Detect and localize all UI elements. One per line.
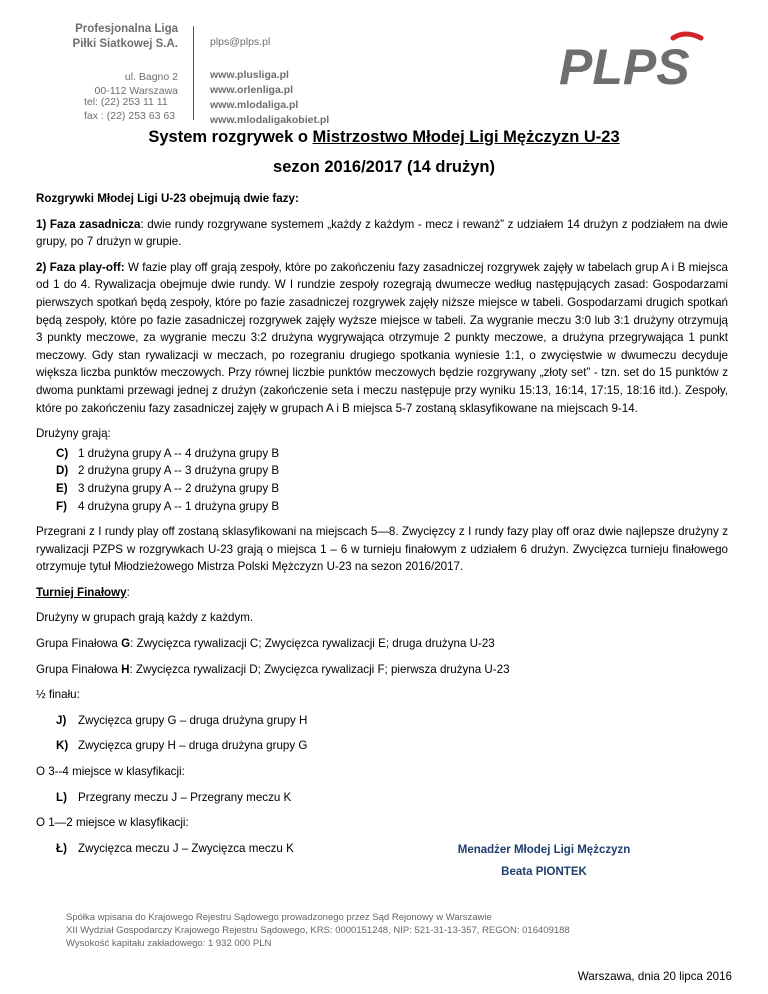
phase2-label: 2) Faza play-off: bbox=[36, 260, 125, 274]
logo-text: PLPS bbox=[559, 39, 690, 95]
signature-name: Beata PIONTEK bbox=[501, 866, 587, 878]
email-link[interactable]: plps@plps.pl bbox=[210, 36, 271, 48]
third-place-item: L) Przegrany meczu J – Przegrany meczu K bbox=[56, 790, 292, 804]
final-heading: Turniej Finałowy: bbox=[36, 585, 130, 599]
phase1-paragraph bbox=[36, 216, 728, 251]
site-link-plusliga[interactable]: www.plusliga.pl bbox=[210, 69, 289, 81]
groups-play-text: Drużyny w grupach grają każdy z każdym. bbox=[36, 611, 254, 625]
phase2-paragraph bbox=[36, 259, 728, 417]
footer-line: Spółka wpisana do Krajowego Rejestru Sądowego prowadzonego przez Sąd Rejonowy w Warszawie bbox=[66, 912, 492, 923]
signature-role: Menadżer Młodej Ligi Mężczyzn bbox=[457, 844, 631, 856]
third-place-heading: O 3--4 miejsce w klasyfikacji: bbox=[36, 765, 185, 779]
plps-logo bbox=[555, 28, 725, 98]
org-name-line2: Piłki Siatkowej S.A. bbox=[72, 38, 178, 50]
list-item: K) Zwycięzca grupy H – druga drużyna grupy G bbox=[56, 739, 308, 753]
site-link-orlenliga[interactable]: www.orlenliga.pl bbox=[210, 84, 294, 96]
group-h-line: Grupa Finałowa H: Zwycięzca rywalizacji D; Zwycięzca rywalizacji F; pierwsza drużyna U-23 bbox=[36, 662, 510, 676]
phone-number: tel: (22) 253 11 11 bbox=[84, 96, 168, 108]
teams-play-text: Drużyny grają: bbox=[36, 427, 111, 441]
header-divider bbox=[193, 26, 194, 120]
list-item: E) 3 drużyna grupy A -- 2 drużyna grupy B bbox=[56, 481, 280, 495]
footer-line: Wysokość kapitału zakładowego: 1 932 000 PLN bbox=[66, 938, 272, 949]
company-footer bbox=[66, 911, 570, 950]
list-item: F) 4 drużyna grupy A -- 1 drużyna grupy B bbox=[56, 499, 280, 513]
season-title: sezon 2016/2017 (14 drużyn) bbox=[273, 158, 495, 176]
first-place-item: Ł) Zwycięzca meczu J – Zwycięzca meczu K bbox=[56, 841, 294, 855]
street-address: ul. Bagno 2 bbox=[124, 71, 178, 83]
group-g-line: Grupa Finałowa G: Zwycięzca rywalizacji C; Zwycięzca rywalizacji E; druga drużyna U-23 bbox=[36, 637, 495, 651]
pairings-list bbox=[36, 445, 728, 515]
city-address: 00-112 Warszawa bbox=[94, 85, 178, 97]
document-body bbox=[36, 190, 728, 865]
phase1-text: : dwie rundy rozgrywane systemem „każdy z każdym - mecz i rewanż” z udziałem 14 drużyn z podziałem na dwie grupy, po 7 drużyn w grupie. bbox=[36, 217, 728, 249]
document-date: Warszawa, dnia 20 lipca 2016 bbox=[577, 970, 732, 983]
list-item: C) 1 drużyna grupy A -- 4 drużyna grupy B bbox=[56, 446, 280, 460]
phone-block bbox=[84, 95, 175, 123]
company-info bbox=[60, 22, 178, 98]
title-league: Mistrzostwo Młodej Ligi Mężczyzn U-23 bbox=[312, 128, 620, 146]
phase2-text: W fazie play off grają zespoły, które po zakończeniu fazy zasadniczej rozgrywek zajęły w tabelach grup A i B miejsca od 1 do 4. Rywalizacja obejmuje dwie rundy. W I rundzie zespoły rozegrają dwumecze według następujących zasad: Gospodarzami pierwszych spotkań będą zespoły, które po fazie zasadniczej rozgrywek zajęły niższe miejsce w tabeli. Gospodarzami drugich spotkań będą zespoły, które po fazie zasadniczej rozgrywek zajęły wyższe miejsce w tabeli. Za wygranie meczu 3:0 lub 3:1 drużyny otrzymują 3 punkty meczowe, za wygranie meczu 3:2 drużyna wygrywająca otrzymuje 2 punkty meczowe, a drużyna przegrywająca 1 punkt meczowy. Gdy stan rywalizacji w meczach, po rozegraniu drugiego spotkania wyniesie 1:1, o zwycięstwie w dwumeczu decyduje większa liczba punktów meczowych. Przy równej liczbie punktów meczowych będzie rozgrywany „złoty set” - tzn. set do 15 punktów z dwoma punktami przewagi jednej z drużyn (zakończenie seta i meczu następuje przy wyniku 15:13, 16:14, 17:15, 18:16 itd.). Zespoły, które po zakończeniu fazy zasadniczej zajęły w grupach A i B miejsca 5-7 zostaną sklasyfikowane na miejscach 9-14. bbox=[36, 260, 728, 415]
site-link-mlodaligakobiet[interactable]: www.mlodaligakobiet.pl bbox=[210, 114, 330, 126]
final-label: Turniej Finałowy bbox=[36, 585, 127, 599]
site-link-mlodaliga[interactable]: www.mlodaliga.pl bbox=[210, 99, 299, 111]
losers-paragraph: Przegrani z I rundy play off zostaną sklasyfikowani na miejscach 5—8. Zwycięzcy z I rundy fazy play off oraz dwie najlepsze drużyny z rywalizacji PZPS w rozgrywkach U-23 grają o miejsca 1 – 6 w turnieju finałowym z udziałem 6 drużyn. Zwycięzca turnieju finałowego otrzymuje tytuł Młodzieżowego Mistrza Polski Mężczyzn U-23 na sezon 2016/2017. bbox=[36, 525, 728, 574]
semis-heading: ½ finału: bbox=[36, 688, 80, 702]
first-place-heading: O 1—2 miejsce w klasyfikacji: bbox=[36, 816, 189, 830]
list-item: J) Zwycięzca grupy G – druga drużyna grupy H bbox=[56, 713, 308, 727]
intro-text: Rozgrywki Młodej Ligi U-23 obejmują dwie fazy: bbox=[36, 192, 299, 205]
semis-list bbox=[36, 712, 728, 755]
list-item: D) 2 drużyna grupy A -- 3 drużyna grupy B bbox=[56, 464, 280, 478]
fax-number: fax : (22) 253 63 63 bbox=[84, 110, 176, 122]
page-title bbox=[0, 128, 768, 147]
footer-line: XII Wydział Gospodarczy Krajowego Rejestru Sądowego, KRS: 0000151248, NIP: 521-31-13-357, REGON: 016409188 bbox=[66, 925, 570, 936]
contact-links bbox=[210, 35, 329, 128]
title-prefix: System rozgrywek o bbox=[148, 128, 313, 146]
org-name-line1: Profesjonalna Liga bbox=[75, 23, 178, 35]
phase1-label: 1) Faza zasadnicza bbox=[36, 217, 141, 231]
